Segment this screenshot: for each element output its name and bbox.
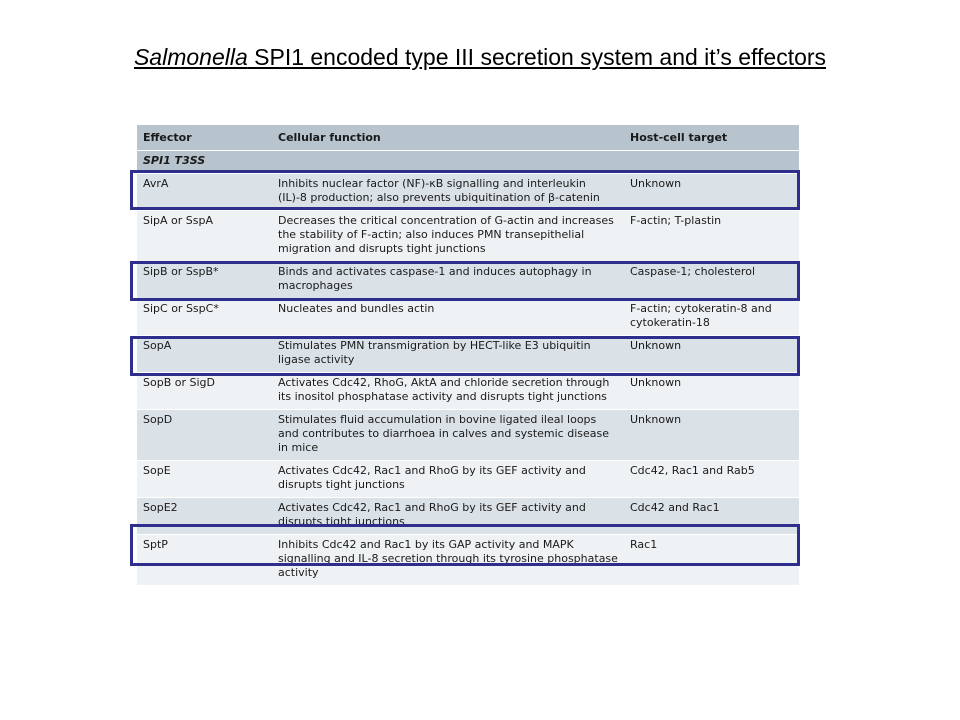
effector-table <box>137 125 799 586</box>
table-row <box>137 410 799 461</box>
target-cell: Rac1 <box>624 535 799 586</box>
table-row <box>137 262 799 299</box>
function-cell: Stimulates PMN transmigration by HECT-like E3 ubiquitin ligase activity <box>272 336 624 373</box>
column-header-effector: Effector <box>137 125 272 151</box>
title-italic: Salmonella <box>133 44 248 70</box>
target-cell: Unknown <box>624 174 799 211</box>
effector-cell: SptP <box>137 535 272 586</box>
effector-cell: SopB or SigD <box>137 373 272 410</box>
function-cell: Nucleates and bundles actin <box>272 299 624 336</box>
table-row <box>137 174 799 211</box>
table-header-row <box>137 125 799 151</box>
effector-cell: SopA <box>137 336 272 373</box>
target-cell: F-actin; cytokeratin-8 and cytokeratin-18 <box>624 299 799 336</box>
function-cell: Activates Cdc42, RhoG, AktA and chloride secretion through its inositol phosphatase activity and disrupts tight junctions <box>272 373 624 410</box>
target-cell: Unknown <box>624 373 799 410</box>
function-cell: Activates Cdc42, Rac1 and RhoG by its GEF activity and disrupts tight junctions <box>272 461 624 498</box>
table-row <box>137 461 799 498</box>
effector-cell: SopE <box>137 461 272 498</box>
effector-cell: SipA or SspA <box>137 211 272 262</box>
function-cell: Activates Cdc42, Rac1 and RhoG by its GEF activity and disrupts tight junctions <box>272 498 624 535</box>
table-row <box>137 498 799 535</box>
target-cell: Cdc42 and Rac1 <box>624 498 799 535</box>
function-cell: Decreases the critical concentration of G-actin and increases the stability of F-actin; also induces PMN transepithelial migration and disrupts tight junctions <box>272 211 624 262</box>
section-row <box>137 151 799 174</box>
table-row <box>137 211 799 262</box>
title-rest: SPI1 encoded type III secretion system and it’s effectors <box>247 44 827 70</box>
function-cell: Stimulates fluid accumulation in bovine ligated ileal loops and contributes to diarrhoea in calves and systemic disease in mice <box>272 410 624 461</box>
target-cell: Cdc42, Rac1 and Rab5 <box>624 461 799 498</box>
column-header-function: Cellular function <box>272 125 624 151</box>
target-cell: Caspase-1; cholesterol <box>624 262 799 299</box>
section-label: SPI1 T3SS <box>137 151 799 174</box>
table-row <box>137 336 799 373</box>
slide-title <box>0 44 960 71</box>
effector-cell: SopE2 <box>137 498 272 535</box>
function-cell: Inhibits Cdc42 and Rac1 by its GAP activity and MAPK signalling and IL-8 secretion through its tyrosine phosphatase activity <box>272 535 624 586</box>
target-cell: Unknown <box>624 336 799 373</box>
effector-cell: SopD <box>137 410 272 461</box>
function-cell: Inhibits nuclear factor (NF)-κB signalling and interleukin (IL)-8 production; also prevents ubiquitination of β-catenin <box>272 174 624 211</box>
effector-cell: SipB or SspB* <box>137 262 272 299</box>
effector-cell: AvrA <box>137 174 272 211</box>
table-row <box>137 535 799 586</box>
target-cell: Unknown <box>624 410 799 461</box>
target-cell: F-actin; T-plastin <box>624 211 799 262</box>
table-row <box>137 373 799 410</box>
effector-cell: SipC or SspC* <box>137 299 272 336</box>
function-cell: Binds and activates caspase-1 and induces autophagy in macrophages <box>272 262 624 299</box>
table-row <box>137 299 799 336</box>
column-header-target: Host-cell target <box>624 125 799 151</box>
effector-table-container <box>137 125 799 586</box>
